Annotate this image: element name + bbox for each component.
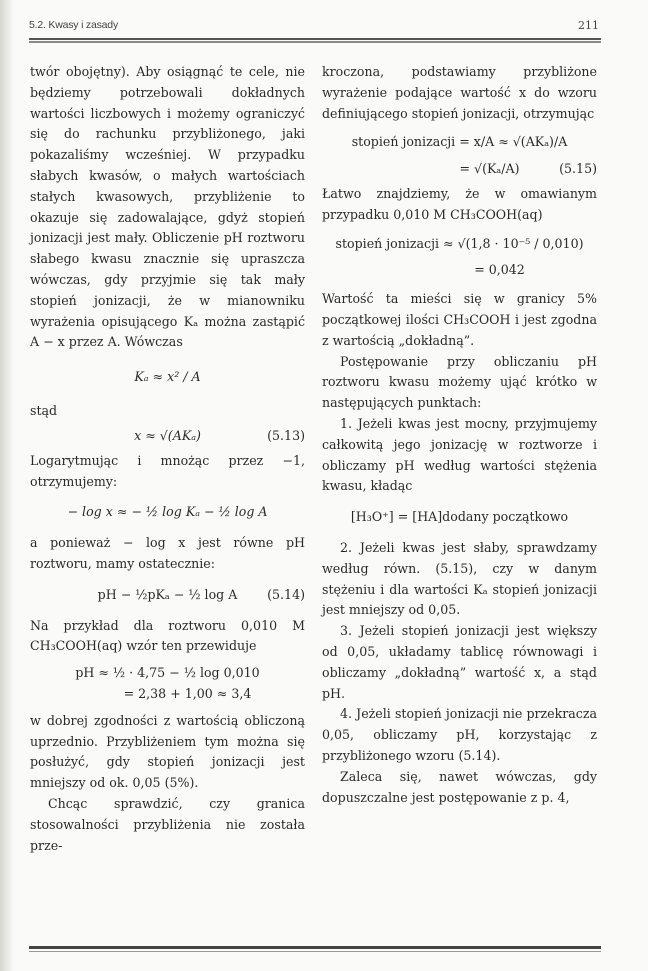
page-edge-shadow xyxy=(0,0,14,971)
paragraph: Postępowanie przy obliczaniu pH roztworu kwasu możemy ująć krótko w następujących punktach: xyxy=(322,353,597,411)
equation-text: Kₐ ≈ x² / A xyxy=(134,368,201,384)
paragraph: Logarytmując i mnożąc przez −1, otrzymujemy: xyxy=(30,452,305,489)
running-header xyxy=(29,19,599,37)
equation-line: stopień jonizacji = x/A ≈ √(AKₐ)/A xyxy=(351,134,568,150)
paragraph: Na przykład dla roztworu 0,010 M CH₃COOH(aq) wzór ten przewiduje xyxy=(30,617,305,654)
equation-line: = 0,042 xyxy=(474,262,525,278)
equation-5-13 xyxy=(30,426,305,447)
equation-text: pH − ½pKₐ − ½ log A xyxy=(97,586,238,602)
equation-number: (5.13) xyxy=(267,427,305,443)
list-item: 3. Jeżeli stopień jonizacji jest większy od 0,05, układamy tablicę równowagi i obliczamy „dokładną” wartość x, a stąd pH. xyxy=(322,623,597,701)
paragraph: Zaleca się, nawet wówczas, gdy dopuszczalne jest postępowanie z p. 4, xyxy=(322,768,597,805)
equation-text: − log x ≈ − ½ log Kₐ − ½ log A xyxy=(67,504,268,520)
equation-line: pH ≈ ½ · 4,75 − ½ log 0,010 xyxy=(75,665,260,681)
footer-rule xyxy=(29,946,601,949)
equation-line: = 2,38 + 1,00 ≈ 3,4 xyxy=(123,685,252,701)
right-column xyxy=(322,62,597,808)
left-column xyxy=(30,62,305,856)
header-rule xyxy=(29,38,601,40)
paragraph: Wartość ta mieści się w granicy 5% początkowej ilości CH₃COOH i jest zgodna z wartością „dokładną”. xyxy=(322,291,597,348)
equation-text: [H₃O⁺] = [HA]dodany początkowo xyxy=(350,509,569,525)
equation-line: stopień jonizacji ≈ √(1,8 · 10⁻⁵ / 0,010) xyxy=(335,235,584,251)
equation-ka-approx xyxy=(30,357,305,397)
paragraph: Łatwo znajdziemy, że w omawianym przypadku 0,010 M CH₃COOH(aq) xyxy=(322,185,597,222)
equation-degree-calc xyxy=(322,234,597,282)
list-item: 1. Jeżeli kwas jest mocny, przyjmujemy całkowitą jego jonizację w roztworze i obliczamy pH według wartości stężenia kwasu, kładąc xyxy=(322,415,597,494)
paragraph: twór obojętny). Aby osiągnąć te cele, nie będziemy potrzebowali dokładnych wartości liczbowych i możemy ograniczyć się do rachunku przybliżonego, jaki pokazaliśmy wcześniej. W przypadku słabych kwasów, o małych wartościach stałych kwasowych, przybliżenie to okazuje się zadowalające, gdyż stopień jonizacji jest mały. Obliczenie pH roztworu słabego kwasu znacznie się upraszcza wówczas, gdy przyjmie się tak mały stopień jonizacji, że w mianowniku wyrażenia opisującego Kₐ można zastąpić A − x przez A. Wówczas xyxy=(30,64,305,350)
label-stad: stąd xyxy=(30,403,58,419)
equation-log xyxy=(30,502,305,523)
list-item: 2. Jeżeli kwas jest słaby, sprawdzamy według równ. (5.15), czy w danym stężeniu i dla wartości Kₐ stopień jonizacji jest mniejszy od 0,05. xyxy=(322,539,597,618)
equation-5-15 xyxy=(322,132,597,180)
paragraph: a ponieważ − log x jest równe pH roztworu, mamy ostatecznie: xyxy=(30,535,305,571)
equation-text: x ≈ √(AKₐ) xyxy=(134,427,201,443)
equation-5-14 xyxy=(30,585,305,606)
equation-example xyxy=(30,663,305,705)
paragraph: Chcąc sprawdzić, czy granica stosowalności przybliżenia nie została prze- xyxy=(30,795,305,853)
equation-line: = √(Kₐ/A) xyxy=(459,161,520,177)
section-title: 5.2. Kwasy i zasady xyxy=(29,19,118,31)
equation-number: (5.14) xyxy=(267,586,305,602)
page-number: 211 xyxy=(578,19,599,32)
equation-strong-acid xyxy=(322,507,597,528)
paragraph: kroczona, podstawiamy przybliżone wyrażenie podające wartość x do wzoru definiującego stopień jonizacji, otrzymując xyxy=(322,64,597,121)
header-rule-secondary xyxy=(29,41,601,43)
paragraph: w dobrej zgodności z wartością obliczoną uprzednio. Przybliżeniem tym można się posłużyć, gdy stopień jonizacji jest mniejszy od ok. 0,05 (5%). xyxy=(30,712,305,791)
footer-rule-secondary xyxy=(29,951,601,952)
list-item: 4. Jeżeli stopień jonizacji nie przekracza 0,05, obliczamy pH, korzystając z przybliżonego wzoru (5.14). xyxy=(322,706,597,763)
equation-number: (5.15) xyxy=(559,161,597,177)
